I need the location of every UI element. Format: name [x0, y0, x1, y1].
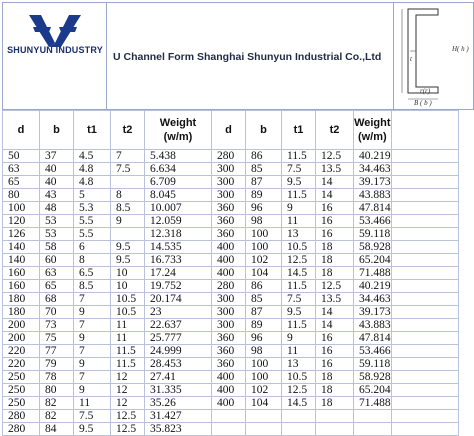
table-cell: 63	[3, 163, 40, 176]
header-d: d	[3, 111, 40, 150]
table-cell: 10.007	[145, 202, 212, 215]
table-row	[3, 215, 462, 228]
table-cell: 6	[74, 241, 111, 254]
table-cell: 5.5	[74, 215, 111, 228]
table-edge	[391, 293, 458, 306]
table-cell: 35.823	[145, 423, 212, 436]
header-t1: t1	[74, 111, 111, 150]
table-cell: 98	[246, 345, 282, 358]
table-cell	[111, 176, 145, 189]
table-cell: 12	[111, 371, 145, 384]
table-edge	[391, 332, 458, 345]
table-cell: 220	[3, 358, 40, 371]
table-cell: 7.5	[282, 293, 316, 306]
header-weight-unit-2: (w/m)	[357, 131, 387, 143]
table-cell: 300	[212, 306, 246, 319]
header-weight-2	[354, 111, 392, 150]
table-cell: 47.814	[354, 332, 392, 345]
table-cell: 9	[282, 202, 316, 215]
table-cell: 16	[316, 215, 354, 228]
table-cell: 360	[212, 215, 246, 228]
table-cell: 7.5	[282, 163, 316, 176]
table-cell: 28.453	[145, 358, 212, 371]
table-cell: 14	[316, 189, 354, 202]
table-cell: 10.5	[282, 371, 316, 384]
table-row	[3, 293, 462, 306]
table-cell: 12.5	[282, 254, 316, 267]
table-cell: 4.8	[74, 163, 111, 176]
table-cell: 300	[212, 163, 246, 176]
table-cell: 37	[40, 150, 74, 163]
table-cell: 6.634	[145, 163, 212, 176]
table-row	[3, 163, 462, 176]
table-cell: 8.5	[111, 202, 145, 215]
table-edge	[391, 254, 458, 267]
table-cell: 58	[40, 241, 74, 254]
table-cell: 89	[246, 319, 282, 332]
table-cell: 16	[316, 358, 354, 371]
table-cell: 11	[282, 215, 316, 228]
table-cell: 100	[246, 358, 282, 371]
table-cell: 140	[3, 254, 40, 267]
table-cell: 220	[3, 345, 40, 358]
table-cell: 18	[316, 267, 354, 280]
header-d-2: d	[212, 111, 246, 150]
table-cell: 80	[3, 189, 40, 202]
table-cell: 300	[212, 176, 246, 189]
table-cell: 13	[282, 358, 316, 371]
table-row	[3, 176, 462, 189]
table-cell: 59.118	[354, 358, 392, 371]
table-cell: 14.5	[282, 267, 316, 280]
logo-area	[3, 3, 107, 109]
table-cell: 11	[282, 345, 316, 358]
table-cell: 250	[3, 384, 40, 397]
table-cell: 100	[246, 241, 282, 254]
table-edge	[391, 384, 458, 397]
table-cell: 11.5	[282, 319, 316, 332]
table-cell: 96	[246, 332, 282, 345]
table-row	[3, 410, 462, 423]
table-cell: 16.733	[145, 254, 212, 267]
table-edge	[391, 189, 458, 202]
table-cell: 7	[74, 345, 111, 358]
table-edge	[391, 176, 458, 189]
table-edge	[391, 150, 458, 163]
table-cell: 85	[246, 293, 282, 306]
table-edge	[391, 267, 458, 280]
table-edge	[391, 371, 458, 384]
table-cell: 9.5	[111, 254, 145, 267]
table-cell: 100	[246, 371, 282, 384]
table-edge	[391, 111, 458, 150]
table-cell: 100	[3, 202, 40, 215]
table-row	[3, 319, 462, 332]
channel-spec-table	[2, 110, 462, 436]
table-cell: 59.118	[354, 228, 392, 241]
table-cell: 7	[74, 293, 111, 306]
table-cell: 24.999	[145, 345, 212, 358]
table-cell: 12.5	[111, 410, 145, 423]
table-cell: 53	[40, 228, 74, 241]
table-row	[3, 241, 462, 254]
table-cell: 14.5	[282, 397, 316, 410]
table-cell: 79	[40, 358, 74, 371]
table-cell: 400	[212, 254, 246, 267]
table-edge	[391, 358, 458, 371]
table-cell: 11.5	[111, 358, 145, 371]
table-cell	[246, 410, 282, 423]
table-cell: 58.928	[354, 241, 392, 254]
table-cell: 86	[246, 150, 282, 163]
table-edge	[391, 397, 458, 410]
table-cell: 47.814	[354, 202, 392, 215]
table-cell: 5	[74, 189, 111, 202]
table-edge	[391, 228, 458, 241]
table-cell: 160	[3, 280, 40, 293]
table-row	[3, 228, 462, 241]
table-cell: 39.173	[354, 306, 392, 319]
table-row	[3, 371, 462, 384]
table-cell: 65	[3, 176, 40, 189]
table-cell: 8.5	[74, 280, 111, 293]
table-row	[3, 189, 462, 202]
table-cell: 12.5	[316, 280, 354, 293]
table-cell: 31.335	[145, 384, 212, 397]
table-cell: 11	[74, 397, 111, 410]
table-cell: 12	[111, 384, 145, 397]
table-cell: 27.41	[145, 371, 212, 384]
table-cell: 43.883	[354, 319, 392, 332]
table-row	[3, 384, 462, 397]
table-cell: 11.5	[282, 189, 316, 202]
table-cell: 96	[246, 202, 282, 215]
table-cell: 11	[111, 332, 145, 345]
table-cell: 7	[74, 371, 111, 384]
table-cell: 34.463	[354, 293, 392, 306]
table-cell: 280	[3, 423, 40, 436]
table-cell	[111, 228, 145, 241]
table-cell: 300	[212, 189, 246, 202]
table-cell: 6.709	[145, 176, 212, 189]
table-cell: 53.466	[354, 215, 392, 228]
table-cell: 89	[246, 189, 282, 202]
table-cell	[282, 410, 316, 423]
table-cell: 16	[316, 345, 354, 358]
table-cell: 9	[282, 332, 316, 345]
table-cell: 86	[246, 280, 282, 293]
table-edge	[391, 410, 458, 423]
table-cell: 4.5	[74, 150, 111, 163]
company-logo-text: SHUNYUN INDUSTRY	[7, 45, 103, 55]
table-row	[3, 397, 462, 410]
table-cell: 13.5	[316, 293, 354, 306]
table-cell: 16	[316, 228, 354, 241]
table-cell: 280	[3, 410, 40, 423]
table-cell: 400	[212, 267, 246, 280]
table-header-row	[3, 111, 462, 150]
table-cell: 9	[111, 215, 145, 228]
table-cell: 60	[40, 254, 74, 267]
table-cell: 31.427	[145, 410, 212, 423]
table-cell: 87	[246, 176, 282, 189]
table-cell: 400	[212, 397, 246, 410]
table-cell: 80	[40, 384, 74, 397]
table-row	[3, 202, 462, 215]
table-cell: 39.173	[354, 176, 392, 189]
table-cell: 360	[212, 358, 246, 371]
table-cell: 5.3	[74, 202, 111, 215]
table-edge	[391, 241, 458, 254]
table-cell: 9.5	[282, 176, 316, 189]
table-row	[3, 306, 462, 319]
table-cell: 10	[111, 280, 145, 293]
table-cell: 120	[3, 215, 40, 228]
table-cell: 48	[40, 202, 74, 215]
table-row	[3, 358, 462, 371]
table-cell: 16	[316, 202, 354, 215]
table-cell: 7.5	[111, 163, 145, 176]
table-cell: 17.24	[145, 267, 212, 280]
table-cell: 84	[40, 423, 74, 436]
table-cell: 40	[40, 163, 74, 176]
table-cell: 53	[40, 215, 74, 228]
table-cell: 53.466	[354, 345, 392, 358]
table-cell: 4.8	[74, 176, 111, 189]
table-cell: 250	[3, 397, 40, 410]
table-cell: 63	[40, 267, 74, 280]
table-cell: 11	[111, 319, 145, 332]
table-cell: 11.5	[282, 280, 316, 293]
table-cell: 68	[40, 293, 74, 306]
table-edge	[391, 202, 458, 215]
table-cell: 9.5	[282, 306, 316, 319]
table-cell: 87	[246, 306, 282, 319]
table-cell: 9	[74, 332, 111, 345]
table-cell: 25.777	[145, 332, 212, 345]
table-cell: 280	[212, 280, 246, 293]
table-cell: 7.5	[74, 410, 111, 423]
table-cell: 360	[212, 202, 246, 215]
table-cell: 77	[40, 345, 74, 358]
table-cell: 18	[316, 397, 354, 410]
table-cell: 98	[246, 215, 282, 228]
table-cell	[212, 410, 246, 423]
table-cell: 9	[74, 384, 111, 397]
table-cell: 9	[74, 358, 111, 371]
header-weight-unit: (w/m)	[163, 131, 193, 143]
height-label: H( h )	[452, 45, 469, 53]
table-cell: 13.5	[316, 163, 354, 176]
table-edge	[391, 319, 458, 332]
table-edge	[391, 280, 458, 293]
table-cell: 12.5	[282, 384, 316, 397]
table-row	[3, 150, 462, 163]
table-edge	[391, 345, 458, 358]
table-cell: 180	[3, 293, 40, 306]
table-cell: 11.5	[282, 150, 316, 163]
header-b: b	[40, 111, 74, 150]
table-cell: 19.752	[145, 280, 212, 293]
table-cell: 43.883	[354, 189, 392, 202]
table-cell: 14	[316, 176, 354, 189]
table-cell: 75	[40, 332, 74, 345]
header-t1-2: t1	[282, 111, 316, 150]
table-cell: 140	[3, 241, 40, 254]
table-cell: 78	[40, 371, 74, 384]
table-cell: 18	[316, 241, 354, 254]
table-cell: 34.463	[354, 163, 392, 176]
table-cell: 11.5	[111, 345, 145, 358]
table-cell: 200	[3, 319, 40, 332]
table-edge	[391, 163, 458, 176]
table-cell: 22.637	[145, 319, 212, 332]
table-cell: 104	[246, 267, 282, 280]
u-channel-profile-icon	[394, 3, 472, 107]
table-cell: 360	[212, 332, 246, 345]
table-cell: 65.204	[354, 384, 392, 397]
table-cell: 70	[40, 306, 74, 319]
table-cell: 12	[111, 397, 145, 410]
table-cell: 7	[74, 319, 111, 332]
header-t2-2: t2	[316, 111, 354, 150]
table-cell: 65.204	[354, 254, 392, 267]
table-cell: 7	[111, 150, 145, 163]
radius-label: r(r)	[420, 87, 431, 95]
table-cell: 360	[212, 228, 246, 241]
table-cell: 71.488	[354, 397, 392, 410]
header-b-2: b	[246, 111, 282, 150]
table-row	[3, 332, 462, 345]
table-cell: 58.928	[354, 371, 392, 384]
table-cell: 73	[40, 319, 74, 332]
table-cell: 360	[212, 345, 246, 358]
channel-diagram	[393, 3, 473, 109]
table-cell: 126	[3, 228, 40, 241]
table-cell: 250	[3, 371, 40, 384]
table-cell: 300	[212, 293, 246, 306]
table-cell: 10.5	[282, 241, 316, 254]
table-cell: 18	[316, 384, 354, 397]
table-cell: 180	[3, 306, 40, 319]
table-cell: 43	[40, 189, 74, 202]
table-cell: 102	[246, 254, 282, 267]
table-cell: 40.219	[354, 150, 392, 163]
table-cell: 9	[74, 306, 111, 319]
table-cell: 5.438	[145, 150, 212, 163]
table-cell: 82	[40, 397, 74, 410]
table-cell: 85	[246, 163, 282, 176]
table-cell: 13	[282, 228, 316, 241]
table-cell: 200	[3, 332, 40, 345]
table-cell: 14.535	[145, 241, 212, 254]
thickness-label: t	[410, 55, 412, 63]
table-cell: 8	[111, 189, 145, 202]
table-cell: 8	[74, 254, 111, 267]
table-cell: 280	[212, 150, 246, 163]
table-cell: 18	[316, 371, 354, 384]
table-cell: 12.318	[145, 228, 212, 241]
table-cell: 9.5	[111, 241, 145, 254]
table-row	[3, 267, 462, 280]
table-cell: 82	[40, 410, 74, 423]
table-edge	[391, 215, 458, 228]
table-cell: 14	[316, 306, 354, 319]
table-cell: 40.219	[354, 280, 392, 293]
table-cell: 160	[3, 267, 40, 280]
header-weight-label: Weight	[159, 117, 197, 129]
table-cell: 10	[111, 267, 145, 280]
table-cell: 12.059	[145, 215, 212, 228]
table-cell: 12.5	[316, 150, 354, 163]
table-cell: 10.5	[111, 293, 145, 306]
table-cell: 40	[40, 176, 74, 189]
company-logo-icon	[25, 13, 85, 49]
table-cell: 100	[246, 228, 282, 241]
table-cell: 102	[246, 384, 282, 397]
table-row	[3, 345, 462, 358]
table-cell: 71.488	[354, 267, 392, 280]
table-cell: 400	[212, 384, 246, 397]
table-cell: 104	[246, 397, 282, 410]
table-row	[3, 280, 462, 293]
table-cell: 5.5	[74, 228, 111, 241]
table-cell	[316, 410, 354, 423]
table-cell: 18	[316, 254, 354, 267]
table-cell: 35.26	[145, 397, 212, 410]
table-cell: 50	[3, 150, 40, 163]
table-cell: 9.5	[74, 423, 111, 436]
table-cell: 6.5	[74, 267, 111, 280]
table-row	[3, 254, 462, 267]
width-label: B ( b )	[414, 99, 432, 107]
table-cell: 12.5	[111, 423, 145, 436]
table-edge	[391, 306, 458, 319]
table-cell: 20.174	[145, 293, 212, 306]
header-t2: t2	[111, 111, 145, 150]
table-cell: 14	[316, 319, 354, 332]
page-title: U Channel Form Shanghai Shunyun Industrial Co.,Ltd	[113, 51, 382, 63]
header-weight	[145, 111, 212, 150]
table-cell: 23	[145, 306, 212, 319]
table-cell: 65	[40, 280, 74, 293]
table-cell: 10.5	[111, 306, 145, 319]
table-cell: 8.045	[145, 189, 212, 202]
table-cell: 16	[316, 332, 354, 345]
table-cell: 400	[212, 241, 246, 254]
table-cell: 300	[212, 319, 246, 332]
table-cell: 400	[212, 371, 246, 384]
table-cell	[354, 410, 392, 423]
header-panel	[2, 2, 474, 110]
header-weight-label-2: Weight	[354, 117, 391, 129]
